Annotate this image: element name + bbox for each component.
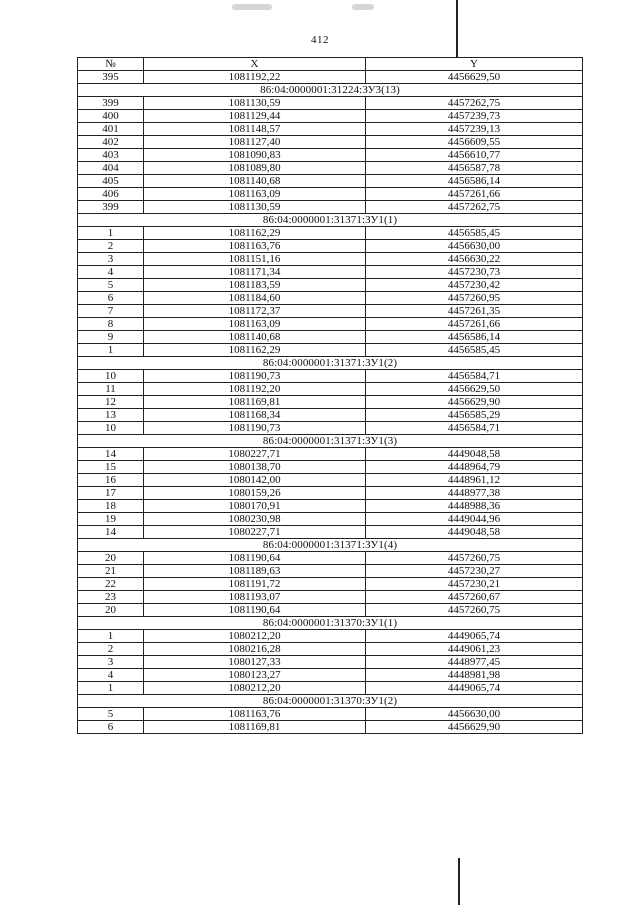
- x-coordinate: 1081168,34: [144, 409, 366, 422]
- x-coordinate: 1081090,83: [144, 149, 366, 162]
- y-coordinate: 4456587,78: [366, 162, 583, 175]
- table-row: [78, 604, 583, 617]
- point-number: 402: [78, 136, 144, 149]
- table-row: [78, 266, 583, 279]
- table-row: [78, 630, 583, 643]
- y-coordinate: 4457230,73: [366, 266, 583, 279]
- y-coordinate: 4457260,67: [366, 591, 583, 604]
- point-number: 2: [78, 240, 144, 253]
- point-number: 13: [78, 409, 144, 422]
- x-coordinate: 1081190,64: [144, 604, 366, 617]
- point-number: 1: [78, 227, 144, 240]
- table-row: [78, 279, 583, 292]
- y-coordinate: 4456586,14: [366, 331, 583, 344]
- point-number: 404: [78, 162, 144, 175]
- point-number: 6: [78, 292, 144, 305]
- table-row: [78, 253, 583, 266]
- table-row: [78, 500, 583, 513]
- table-row: [78, 136, 583, 149]
- x-coordinate: 1081183,59: [144, 279, 366, 292]
- x-coordinate: 1081172,37: [144, 305, 366, 318]
- x-coordinate: 1080170,91: [144, 500, 366, 513]
- table-row: [78, 318, 583, 331]
- x-coordinate: 1081191,72: [144, 578, 366, 591]
- point-number: 7: [78, 305, 144, 318]
- x-coordinate: 1080127,33: [144, 656, 366, 669]
- y-coordinate: 4448961,12: [366, 474, 583, 487]
- y-coordinate: 4456629,50: [366, 71, 583, 84]
- x-coordinate: 1081163,09: [144, 318, 366, 331]
- y-coordinate: 4456630,22: [366, 253, 583, 266]
- y-coordinate: 4456629,50: [366, 383, 583, 396]
- point-number: 405: [78, 175, 144, 188]
- table-row: [78, 123, 583, 136]
- scan-artifact-top-right: [352, 4, 374, 10]
- table-row: [78, 162, 583, 175]
- y-coordinate: 4448977,45: [366, 656, 583, 669]
- table-row: [78, 656, 583, 669]
- table-row: [78, 552, 583, 565]
- point-number: 16: [78, 474, 144, 487]
- table-row: [78, 513, 583, 526]
- y-coordinate: 4457260,75: [366, 604, 583, 617]
- cadastral-number: 86:04:0000001:31224:ЗУ3(13): [78, 84, 583, 97]
- cadastral-number: 86:04:0000001:31370:ЗУ1(1): [78, 617, 583, 630]
- point-number: 3: [78, 656, 144, 669]
- x-coordinate: 1080142,00: [144, 474, 366, 487]
- x-coordinate: 1080138,70: [144, 461, 366, 474]
- table-row: [78, 175, 583, 188]
- y-coordinate: 4457261,66: [366, 318, 583, 331]
- point-number: 19: [78, 513, 144, 526]
- x-coordinate: 1081192,20: [144, 383, 366, 396]
- x-coordinate: 1081162,29: [144, 344, 366, 357]
- y-coordinate: 4457260,75: [366, 552, 583, 565]
- table-header-row: [78, 58, 583, 71]
- y-coordinate: 4456585,45: [366, 344, 583, 357]
- x-coordinate: 1081163,76: [144, 240, 366, 253]
- table-row: [78, 292, 583, 305]
- point-number: 18: [78, 500, 144, 513]
- point-number: 395: [78, 71, 144, 84]
- x-coordinate: 1081130,59: [144, 97, 366, 110]
- y-coordinate: 4456610,77: [366, 149, 583, 162]
- y-coordinate: 4457230,27: [366, 565, 583, 578]
- cadastral-number: 86:04:0000001:31371:ЗУ1(2): [78, 357, 583, 370]
- point-number: 400: [78, 110, 144, 123]
- x-coordinate: 1081192,22: [144, 71, 366, 84]
- point-number: 21: [78, 565, 144, 578]
- x-coordinate: 1080159,26: [144, 487, 366, 500]
- y-coordinate: 4449044,96: [366, 513, 583, 526]
- y-coordinate: 4456629,90: [366, 721, 583, 734]
- point-number: 5: [78, 279, 144, 292]
- section-row: [78, 357, 583, 370]
- y-coordinate: 4457239,73: [366, 110, 583, 123]
- table-row: [78, 97, 583, 110]
- table-row: [78, 487, 583, 500]
- scan-artifact-vertical-line-bottom: [458, 858, 460, 905]
- section-row: [78, 84, 583, 97]
- y-coordinate: 4457262,75: [366, 201, 583, 214]
- table-row: [78, 422, 583, 435]
- table-row: [78, 201, 583, 214]
- y-coordinate: 4457239,13: [366, 123, 583, 136]
- point-number: 11: [78, 383, 144, 396]
- table-row: [78, 669, 583, 682]
- cadastral-number: 86:04:0000001:31371:ЗУ1(4): [78, 539, 583, 552]
- point-number: 17: [78, 487, 144, 500]
- header-number: №: [78, 58, 144, 71]
- y-coordinate: 4456585,45: [366, 227, 583, 240]
- header-x: X: [144, 58, 366, 71]
- table-row: [78, 721, 583, 734]
- x-coordinate: 1081127,40: [144, 136, 366, 149]
- x-coordinate: 1081148,57: [144, 123, 366, 136]
- point-number: 14: [78, 526, 144, 539]
- table-row: [78, 344, 583, 357]
- y-coordinate: 4457262,75: [366, 97, 583, 110]
- y-coordinate: 4456630,00: [366, 708, 583, 721]
- point-number: 4: [78, 669, 144, 682]
- x-coordinate: 1080212,20: [144, 630, 366, 643]
- scan-artifact-vertical-line: [456, 0, 458, 57]
- y-coordinate: 4448977,38: [366, 487, 583, 500]
- table-row: [78, 71, 583, 84]
- table-row: [78, 474, 583, 487]
- table-row: [78, 708, 583, 721]
- point-number: 10: [78, 422, 144, 435]
- point-number: 10: [78, 370, 144, 383]
- x-coordinate: 1080230,98: [144, 513, 366, 526]
- table-row: [78, 526, 583, 539]
- x-coordinate: 1081140,68: [144, 175, 366, 188]
- y-coordinate: 4457261,66: [366, 188, 583, 201]
- y-coordinate: 4448981,98: [366, 669, 583, 682]
- table-row: [78, 565, 583, 578]
- y-coordinate: 4457261,35: [366, 305, 583, 318]
- x-coordinate: 1081089,80: [144, 162, 366, 175]
- x-coordinate: 1081129,44: [144, 110, 366, 123]
- y-coordinate: 4456585,29: [366, 409, 583, 422]
- y-coordinate: 4456630,00: [366, 240, 583, 253]
- point-number: 401: [78, 123, 144, 136]
- table-row: [78, 448, 583, 461]
- x-coordinate: 1080216,28: [144, 643, 366, 656]
- y-coordinate: 4449065,74: [366, 630, 583, 643]
- section-row: [78, 214, 583, 227]
- table-row: [78, 682, 583, 695]
- point-number: 9: [78, 331, 144, 344]
- coordinates-table: [77, 57, 583, 734]
- point-number: 4: [78, 266, 144, 279]
- table-body: [78, 71, 583, 734]
- x-coordinate: 1081169,81: [144, 721, 366, 734]
- table-row: [78, 396, 583, 409]
- y-coordinate: 4449065,74: [366, 682, 583, 695]
- table-row: [78, 643, 583, 656]
- table-row: [78, 227, 583, 240]
- table-row: [78, 578, 583, 591]
- y-coordinate: 4448988,36: [366, 500, 583, 513]
- y-coordinate: 4456609,55: [366, 136, 583, 149]
- x-coordinate: 1081169,81: [144, 396, 366, 409]
- table-row: [78, 240, 583, 253]
- x-coordinate: 1081151,16: [144, 253, 366, 266]
- x-coordinate: 1081171,34: [144, 266, 366, 279]
- x-coordinate: 1081193,07: [144, 591, 366, 604]
- point-number: 23: [78, 591, 144, 604]
- header-y: Y: [366, 58, 583, 71]
- x-coordinate: 1081190,64: [144, 552, 366, 565]
- x-coordinate: 1081184,60: [144, 292, 366, 305]
- point-number: 1: [78, 630, 144, 643]
- section-row: [78, 695, 583, 708]
- y-coordinate: 4448964,79: [366, 461, 583, 474]
- x-coordinate: 1080227,71: [144, 526, 366, 539]
- table-row: [78, 409, 583, 422]
- page-number: 412: [311, 34, 329, 46]
- x-coordinate: 1081162,29: [144, 227, 366, 240]
- point-number: 6: [78, 721, 144, 734]
- section-row: [78, 539, 583, 552]
- x-coordinate: 1081140,68: [144, 331, 366, 344]
- y-coordinate: 4456584,71: [366, 370, 583, 383]
- table-row: [78, 149, 583, 162]
- x-coordinate: 1081163,09: [144, 188, 366, 201]
- point-number: 399: [78, 201, 144, 214]
- table-row: [78, 370, 583, 383]
- section-row: [78, 617, 583, 630]
- table-row: [78, 331, 583, 344]
- point-number: 2: [78, 643, 144, 656]
- y-coordinate: 4457230,21: [366, 578, 583, 591]
- point-number: 20: [78, 604, 144, 617]
- cadastral-number: 86:04:0000001:31371:ЗУ1(3): [78, 435, 583, 448]
- point-number: 14: [78, 448, 144, 461]
- point-number: 1: [78, 344, 144, 357]
- y-coordinate: 4449048,58: [366, 448, 583, 461]
- section-row: [78, 435, 583, 448]
- point-number: 15: [78, 461, 144, 474]
- table-row: [78, 383, 583, 396]
- point-number: 5: [78, 708, 144, 721]
- point-number: 3: [78, 253, 144, 266]
- x-coordinate: 1081190,73: [144, 370, 366, 383]
- y-coordinate: 4449048,58: [366, 526, 583, 539]
- point-number: 20: [78, 552, 144, 565]
- point-number: 12: [78, 396, 144, 409]
- x-coordinate: 1080212,20: [144, 682, 366, 695]
- x-coordinate: 1081190,73: [144, 422, 366, 435]
- x-coordinate: 1080227,71: [144, 448, 366, 461]
- y-coordinate: 4457260,95: [366, 292, 583, 305]
- y-coordinate: 4456584,71: [366, 422, 583, 435]
- x-coordinate: 1081163,76: [144, 708, 366, 721]
- cadastral-number: 86:04:0000001:31370:ЗУ1(2): [78, 695, 583, 708]
- cadastral-number: 86:04:0000001:31371:ЗУ1(1): [78, 214, 583, 227]
- y-coordinate: 4449061,23: [366, 643, 583, 656]
- y-coordinate: 4457230,42: [366, 279, 583, 292]
- point-number: 403: [78, 149, 144, 162]
- point-number: 8: [78, 318, 144, 331]
- table-row: [78, 591, 583, 604]
- x-coordinate: 1081189,63: [144, 565, 366, 578]
- table-row: [78, 188, 583, 201]
- x-coordinate: 1080123,27: [144, 669, 366, 682]
- scan-artifact-top-left: [232, 4, 272, 10]
- table-row: [78, 461, 583, 474]
- y-coordinate: 4456586,14: [366, 175, 583, 188]
- table-row: [78, 305, 583, 318]
- table-row: [78, 110, 583, 123]
- point-number: 399: [78, 97, 144, 110]
- point-number: 406: [78, 188, 144, 201]
- y-coordinate: 4456629,90: [366, 396, 583, 409]
- point-number: 22: [78, 578, 144, 591]
- point-number: 1: [78, 682, 144, 695]
- x-coordinate: 1081130,59: [144, 201, 366, 214]
